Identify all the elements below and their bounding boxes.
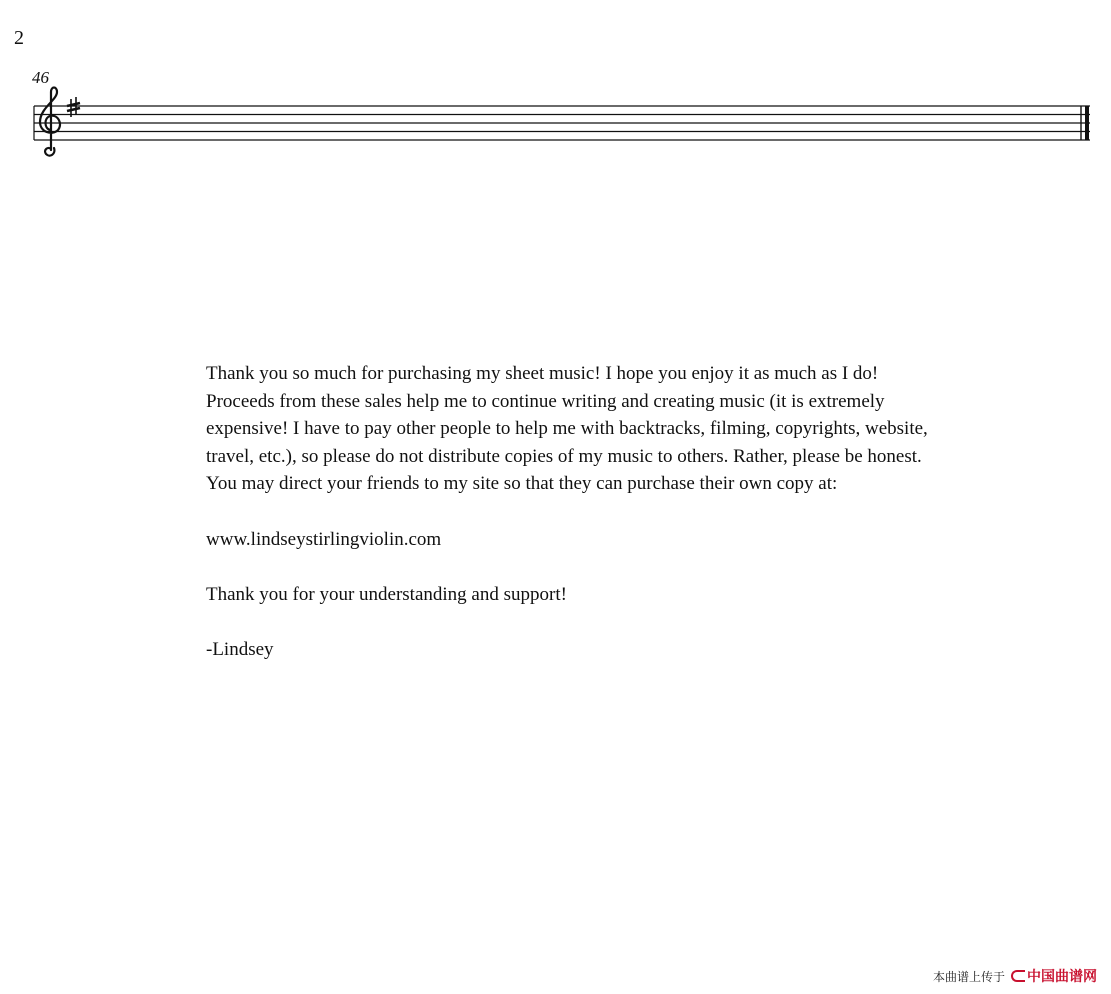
signature: -Lindsey [206, 638, 274, 660]
footer-watermark [933, 966, 1097, 986]
thank-you-message [206, 360, 946, 664]
upload-text: 本曲谱上传于 [932, 969, 1005, 984]
site-name: 中国曲谱网 [1027, 969, 1097, 985]
website-link[interactable]: www.lindseystirlingviolin.com [206, 528, 442, 550]
paragraph-gap [206, 553, 946, 581]
treble-clef-icon [40, 88, 60, 156]
paragraph-gap [206, 498, 946, 526]
measure-number: 46 [32, 68, 49, 87]
logo-mark-icon [1011, 970, 1025, 982]
page-number: 2 [14, 27, 24, 49]
paragraph-gap [206, 608, 946, 636]
thanks-line: Thank you for your understanding and support! [206, 583, 567, 605]
staff-lines [34, 106, 1090, 140]
site-logo [1011, 966, 1097, 986]
message-paragraph: Thank you so much for purchasing my sheet music! I hope you enjoy it as much as I do! Proceeds from these sales help me to continue writing and creating music (it is extremely expensive! I have to pay other people to help me with backtracks, filming, copyrights, website, travel, etc.), so please do not distribute copies of my music to others. Rather, please be honest. You may direct your friends to my site so that they can purchase their own copy at: [206, 363, 928, 495]
music-staff [0, 0, 1111, 170]
